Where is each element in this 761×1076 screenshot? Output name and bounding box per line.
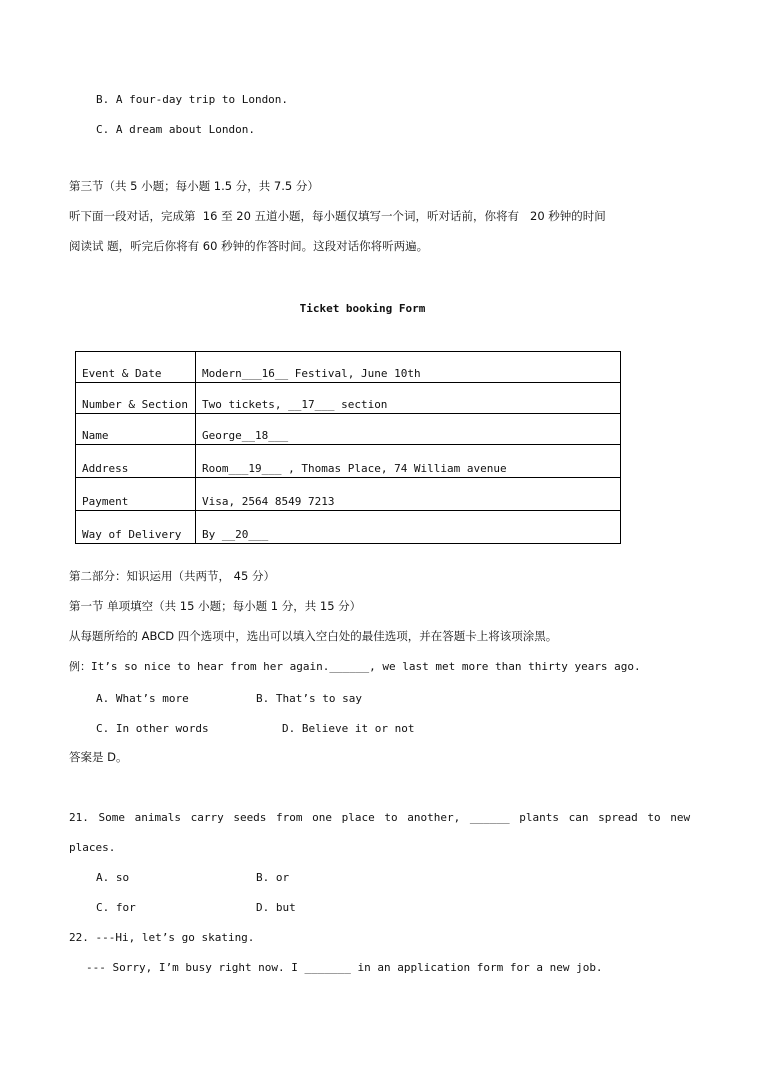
form-value-text: , Thomas Place, 74 William avenue — [281, 462, 507, 475]
form-row — [76, 445, 621, 478]
q21-option-c: C. for — [96, 901, 136, 914]
form-row — [76, 478, 621, 511]
form-row — [76, 414, 621, 445]
ticket-booking-form — [75, 351, 621, 544]
example-question: 例：It’s so nice to hear from her again.______, we last met more than thirty years ago. — [69, 660, 641, 673]
example-answer: 答案是 D。 — [69, 750, 128, 764]
q21-option-d: D. but — [256, 901, 296, 914]
q21-option-b: B. or — [256, 871, 290, 884]
q21-option-a: A. so — [96, 871, 130, 884]
form-value-text: Two tickets, — [202, 398, 289, 411]
form-value-text: By — [202, 528, 222, 541]
option-c: C. A dream about London. — [96, 123, 255, 136]
form-row-label: Address — [76, 445, 196, 478]
form-row-label: Event & Date — [76, 352, 196, 383]
form-blank: ___16__ — [241, 367, 289, 380]
form-blank: __18___ — [241, 429, 289, 442]
form-value-text: Modern — [202, 367, 242, 380]
q22-reply: --- Sorry, I’m busy right now. I _______ in an application form for a new job. — [86, 961, 603, 974]
example-option-d: D. Believe it or not — [282, 722, 415, 735]
form-row — [76, 352, 621, 383]
form-row-value — [196, 383, 621, 414]
form-value-text: George — [202, 429, 242, 442]
part2-instruction: 从每题所给的 ABCD 四个选项中，选出可以填入空白处的最佳选项，并在答题卡上将该项涂黑。 — [69, 629, 558, 643]
form-row-value — [196, 511, 621, 544]
form-row-label: Way of Delivery — [76, 511, 196, 544]
form-blank: __20___ — [221, 528, 269, 541]
form-row — [76, 511, 621, 544]
form-row — [76, 383, 621, 414]
form-row-label: Number & Section — [76, 383, 196, 414]
form-value-text: Visa, 2564 8549 7213 — [202, 495, 335, 508]
form-row-label: Payment — [76, 478, 196, 511]
section3-heading: 第三节（共 5 小题；每小题 1.5 分，共 7.5 分） — [69, 179, 319, 193]
example-option-c: C. In other words — [96, 722, 209, 735]
section3-instruction-2: 阅读试 题，听完后你将有 60 秒钟的作答时间。这段对话你将听两遍。 — [69, 239, 429, 253]
form-value-text: Festival, June 10th — [288, 367, 421, 380]
section3-instruction-1: 听下面一段对话，完成第 16 至 20 五道小题，每小题仅填写一个词，听对话前，你将有 20 秒钟的时间 — [69, 209, 606, 223]
q21-stem-cont: places. — [69, 841, 116, 854]
form-value-text: section — [334, 398, 388, 411]
form-row-value — [196, 414, 621, 445]
form-title: Ticket booking Form — [299, 302, 426, 315]
form-row-value — [196, 478, 621, 511]
q21-stem: 21. Some animals carry seeds from one place to another, ______ plants can spread to new — [69, 811, 691, 824]
form-blank: __17___ — [288, 398, 335, 411]
form-value-text: Room — [202, 462, 229, 475]
part2-section1: 第一节 单项填空（共 15 小题；每小题 1 分，共 15 分） — [69, 599, 362, 613]
form-blank: ___19___ — [228, 462, 282, 475]
part2-heading: 第二部分：知识运用（共两节， 45 分） — [69, 569, 275, 583]
form-row-label: Name — [76, 414, 196, 445]
example-option-b: B. That’s to say — [256, 692, 362, 705]
option-b: B. A four-day trip to London. — [96, 93, 289, 106]
form-row-value — [196, 445, 621, 478]
q22-stem: 22. ---Hi, let’s go skating. — [69, 931, 255, 944]
form-row-value — [196, 352, 621, 383]
example-option-a: A. What’s more — [96, 692, 189, 705]
